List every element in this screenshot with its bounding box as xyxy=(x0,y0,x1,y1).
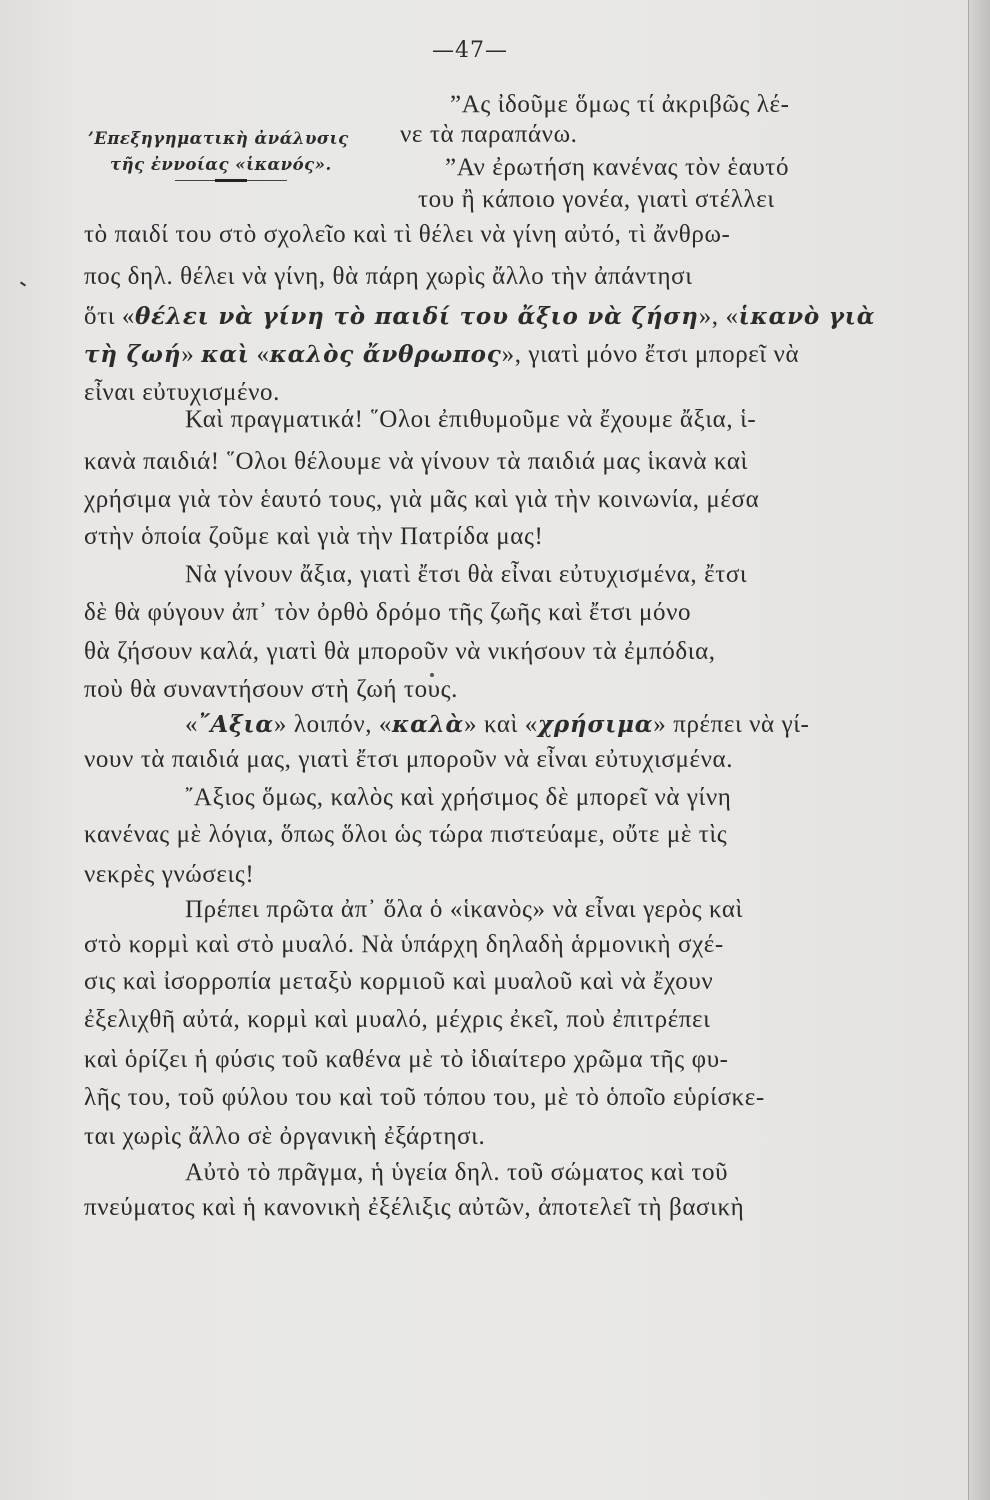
text-line: λῆς του, τοῦ φύλου του καὶ τοῦ τόπου του, μὲ τὸ ὁποῖο εὑρίσκε- xyxy=(84,1084,765,1111)
text-line: κανὰ παιδιά! ῞Ολοι θέλουμε νὰ γίνουν τὰ παιδιά μας ἱκανὰ καὶ xyxy=(84,448,748,475)
emphasis-text: καλὰ xyxy=(392,711,464,738)
emphasis-text: καὶ xyxy=(201,341,250,368)
text-line: ται χωρὶς ἄλλο σὲ ὀργανικὴ ἐξάρτησι. xyxy=(84,1123,486,1150)
text-run: » καὶ « xyxy=(464,711,538,738)
text-line: Νὰ γίνουν ἄξια, γιατὶ ἔτσι θὰ εἶναι εὐτυχισμένα, ἔτσι xyxy=(185,561,748,588)
emphasis-text: ἱκανὸ γιὰ xyxy=(738,303,876,330)
emphasis-text: καλὸς ἄνθρωπος xyxy=(269,341,502,368)
text-line: τὸ παιδί του στὸ σχολεῖο καὶ τὶ θέλει νὰ γίνη αὐτό, τὶ ἄνθρω- xyxy=(84,221,731,248)
text-line: νε τὰ παραπάνω. xyxy=(400,121,578,148)
page-edge xyxy=(968,0,990,1500)
text-line: ποὺ θὰ συναντήσουν στὴ ζωή τους. xyxy=(84,676,459,703)
text-line xyxy=(185,710,809,740)
text-line: σις καὶ ἰσορροπία μεταξὺ κορμιοῦ καὶ μυαλοῦ καὶ νὰ ἔχουν xyxy=(84,968,714,995)
text-line: νουν τὰ παιδιά μας, γιατὶ ἔτσι μποροῦν νὰ εἶναι εὐτυχισμένα. xyxy=(84,746,734,773)
text-line: στὸ κορμὶ καὶ στὸ μυαλό. Νὰ ὑπάρχη δηλαδὴ ἁρμονικὴ σχέ- xyxy=(84,931,724,958)
text-line: ”Αν ἐρωτήση κανένας τὸν ἑαυτό xyxy=(445,154,790,181)
text-run: « xyxy=(249,341,270,368)
text-line: κανένας μὲ λόγια, ὅπως ὅλοι ὡς τώρα πιστεύαμε, οὔτε μὲ τὶς xyxy=(84,821,728,848)
text-line: χρήσιμα γιὰ τὸν ἑαυτό τους, γιὰ μᾶς καὶ γιὰ τὴν κοινωνία, μέσα xyxy=(84,486,760,513)
text-run: » xyxy=(181,341,202,368)
text-line: ”Ας ἰδοῦμε ὅμως τί ἀκριβῶς λέ- xyxy=(450,91,790,118)
text-line: του ἢ κάποιο γονέα, γιατὶ στέλλει xyxy=(418,186,775,213)
text-line: ἐξελιχθῆ αὐτά, κορμὶ καὶ μυαλό, μέχρις ἐκεῖ, ποὺ ἐπιτρέπει xyxy=(84,1006,711,1033)
text-line: καὶ ὁρίζει ἡ φύσις τοῦ καθένα μὲ τὸ ἰδιαίτερο χρῶμα τῆς φυ- xyxy=(84,1046,729,1073)
margin-note xyxy=(88,126,408,178)
text-line: στὴν ὁποία ζοῦμε καὶ γιὰ τὴν Πατρίδα μας! xyxy=(84,523,544,550)
text-run: ὅτι « xyxy=(84,303,136,330)
text-line: πος δηλ. θέλει νὰ γίνη, θὰ πάρη χωρὶς ἄλλο τὴν ἀπάντησι xyxy=(84,263,693,290)
text-run: », γιατὶ μόνο ἔτσι μπορεῖ νὰ xyxy=(501,341,800,368)
emphasis-text: χρήσιμα xyxy=(537,711,654,738)
text-run: » λοιπόν, « xyxy=(273,711,393,738)
emphasis-text: ῎Αξια xyxy=(198,711,274,738)
stray-mark xyxy=(20,281,26,286)
emphasis-text: θέλει νὰ γίνη τὸ παιδί του ἄξιο νὰ ζήση xyxy=(135,303,699,330)
text-line: Καὶ πραγματικά! ῞Ολοι ἐπιθυμοῦμε νὰ ἔχουμε ἄξια, ἱ- xyxy=(185,406,757,433)
rule-ornament xyxy=(215,179,247,182)
text-run: « xyxy=(185,711,199,738)
text-run: », « xyxy=(698,303,739,330)
text-line: Πρέπει πρῶτα ἀπ᾿ ὅλα ὁ «ἱκανὸς» νὰ εἶναι γερὸς καὶ xyxy=(185,896,743,923)
text-line: θὰ ζήσουν καλά, γιατὶ θὰ μποροῦν νὰ νικήσουν τὰ ἐμπόδια, xyxy=(84,638,716,665)
margin-note-line: τῆς ἐννοίας «ἱκανός». xyxy=(110,155,332,174)
margin-note-rule xyxy=(175,180,287,181)
text-line: πνεύματος καὶ ἡ κανονικὴ ἐξέλιξις αὐτῶν, ἀποτελεῖ τὴ βασικὴ xyxy=(84,1194,745,1221)
emphasis-text: τὴ ζωή xyxy=(84,341,182,368)
text-line: δὲ θὰ φύγουν ἀπ᾿ τὸν ὀρθὸ δρόμο τῆς ζωῆς καὶ ἔτσι μόνο xyxy=(84,599,692,626)
text-line: νεκρὲς γνώσεις! xyxy=(84,861,255,888)
margin-note-line: ’Επεξηγηματικὴ ἀνάλυσις xyxy=(88,129,349,148)
text-line xyxy=(84,302,875,332)
text-line: Αὐτὸ τὸ πρᾶγμα, ἡ ὑγεία δηλ. τοῦ σώματος καὶ τοῦ xyxy=(185,1159,729,1186)
text-run: » πρέπει νὰ γί- xyxy=(653,711,810,738)
text-line: εἶναι εὐτυχισμένο. xyxy=(84,379,280,406)
text-line: ῎Αξιος ὅμως, καλὸς καὶ χρήσιμος δὲ μπορεῖ νὰ γίνη xyxy=(185,784,732,811)
text-line xyxy=(84,340,799,370)
page-number: —47— xyxy=(432,38,508,63)
